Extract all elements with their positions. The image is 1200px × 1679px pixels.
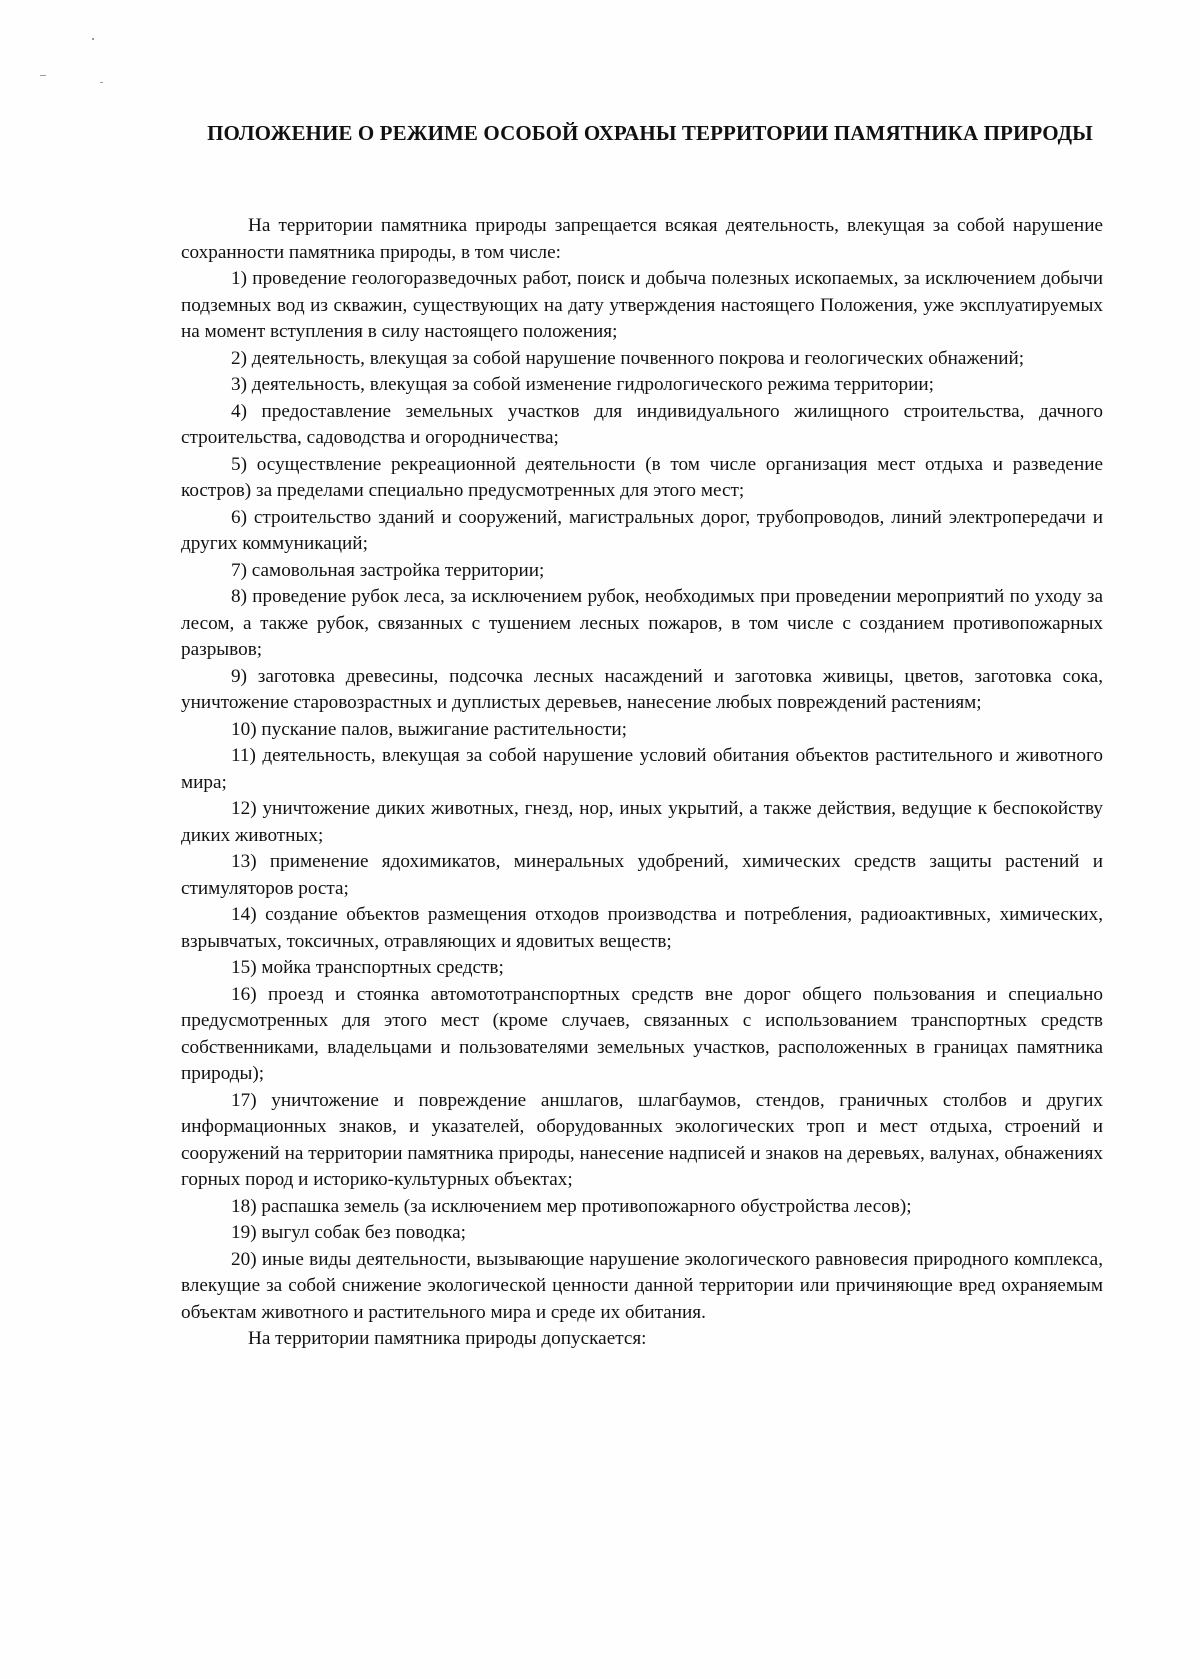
list-item-8: 8) проведение рубок леса, за исключением рубок, необходимых при проведении мероприятий по уходу за лесом, а также рубок, связанных с тушением лесных пожаров, в том числе с созданием противопожарных разрывов; [181,586,1103,660]
list-item-18: 18) распашка земель (за исключением мер противопожарного обустройства лесов); [231,1195,912,1217]
list-item-1: 1) проведение геологоразведочных работ, поиск и добыча полезных ископаемых, за исключением добычи подземных вод из скважин, существующих на дату утверждения настоящего Положения, уже эксплуатируемых на момент вступления в силу настоящего положения; [181,268,1103,342]
list-item-12: 12) уничтожение диких животных, гнезд, нор, иных укрытий, а также действия, ведущие к беспокойству диких животных; [181,798,1103,846]
list-item-9: 9) заготовка древесины, подсочка лесных насаждений и заготовка живицы, цветов, заготовка сока, уничтожение старовозрастных и дуплистых деревьев, нанесение любых повреждений растениям; [181,665,1103,713]
list-item-13: 13) применение ядохимикатов, минеральных удобрений, химических средств защиты растений и стимуляторов роста; [181,851,1103,899]
list-item-2: 2) деятельность, влекущая за собой нарушение почвенного покрова и геологических обнажений; [231,347,1025,369]
list-item-20: 20) иные виды деятельности, вызывающие нарушение экологического равновесия природного комплекса, влекущие за собой снижение экологической ценности данной территории или причиняющие вред охраняемым объектам животного и растительного мира и среде их обитания. [181,1248,1103,1323]
intro-paragraph: На территории памятника природы запрещается всякая деятельность, влекущая за собой нарушение сохранности памятника природы, в том числе: [181,215,1103,263]
closing-paragraph: На территории памятника природы допускается: [248,1328,647,1349]
list-item-15: 15) мойка транспортных средств; [231,957,504,978]
list-item-14: 14) создание объектов размещения отходов производства и потребления, радиоактивных, химических, взрывчатых, токсичных, отравляющих и ядовитых веществ; [181,904,1103,952]
scan-artifact [100,82,103,83]
list-item-10: 10) пускание палов, выжигание растительности; [231,718,627,740]
list-item-4: 4) предоставление земельных участков для индивидуального жилищного строительства, дачного строительства, садоводства и огородничества; [181,400,1103,448]
document-body [181,213,1103,1353]
list-item-11: 11) деятельность, влекущая за собой нарушение условий обитания объектов растительного и животного мира; [181,745,1103,793]
list-item-16: 16) проезд и стоянка автомототранспортных средств вне дорог общего пользования и специально предусмотренных для этого мест (кроме случаев, связанных с использованием транспортных средств собственниками, владельцами и пользователями земельных участков, расположенных в границах памятника природы); [181,983,1103,1084]
list-item-19: 19) выгул собак без поводка; [231,1222,466,1243]
scan-artifact [92,38,94,40]
list-item-3: 3) деятельность, влекущая за собой изменение гидрологического режима территории; [231,374,934,395]
document-title: ПОЛОЖЕНИЕ О РЕЖИМЕ ОСОБОЙ ОХРАНЫ ТЕРРИТОРИИ ПАМЯТНИКА ПРИРОДЫ [207,121,1093,145]
list-item-7: 7) самовольная застройка территории; [231,559,545,581]
list-item-5: 5) осуществление рекреационной деятельности (в том числе организация мест отдыха и разведение костров) за пределами специально предусмотренных для этого мест; [181,453,1103,501]
scan-artifact [40,75,46,76]
list-item-17: 17) уничтожение и повреждение аншлагов, шлагбаумов, стендов, граничных столбов и других информационных знаков, и указателей, оборудованных экологических троп и мест отдыха, строений и сооружений на территории памятника природы, нанесение надписей и знаков на деревьях, валунах, обнажениях горных пород и историко-культурных объектах; [181,1089,1103,1190]
list-item-6: 6) строительство зданий и сооружений, магистральных дорог, трубопроводов, линий электропередачи и других коммуникаций; [181,506,1103,554]
